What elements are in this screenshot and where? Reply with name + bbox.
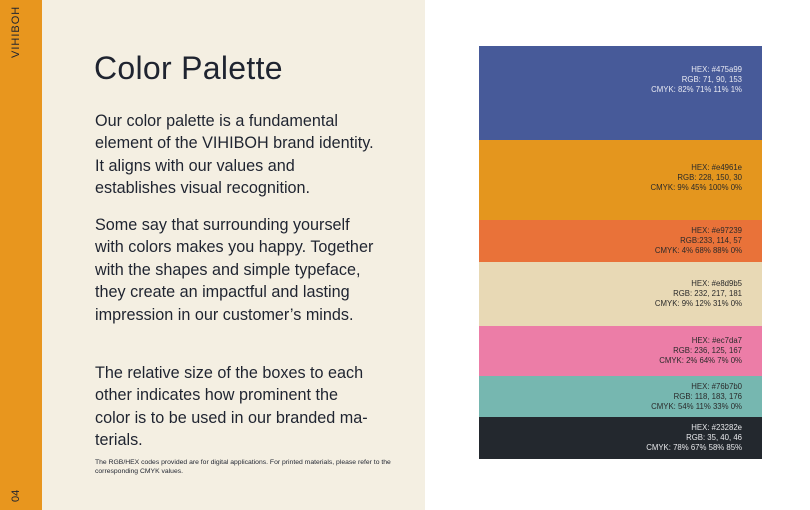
footnote: The RGB/HEX codes provided are for digital applications. For printed materials, please refer to the corresponding CMYK values. xyxy=(95,459,391,475)
hex-code: HEX: #e97239 xyxy=(691,226,742,235)
paragraph-intro: Our color palette is a fundamental element of the VIHIBOH brand identity. It aligns with our values and establishes visual recognition. xyxy=(95,112,374,198)
paragraph-box-sizes: The relative size of the boxes to each other indicates how prominent the color is to be used in our branded materials. xyxy=(95,364,368,450)
cmyk-code: CMYK: 82% 71% 11% 1% xyxy=(651,85,742,94)
cmyk-code: CMYK: 2% 64% 7% 0% xyxy=(659,356,742,365)
cmyk-code: CMYK: 9% 45% 100% 0% xyxy=(650,183,742,192)
rgb-code: RGB: 118, 183, 176 xyxy=(673,391,742,401)
rgb-code: RGB: 228, 150, 30 xyxy=(677,173,742,182)
hex-code: HEX: #e4961e xyxy=(691,163,742,172)
page-title: Color Palette xyxy=(94,50,283,86)
paragraph-colors: Some say that surrounding yourself with colors makes you happy. Together with the shapes and simple typeface, they create an impactful and lasting impression in our customer’s minds. xyxy=(95,216,374,324)
swatch-orange xyxy=(479,140,762,220)
cmyk-code: CMYK: 4% 68% 88% 0% xyxy=(654,246,742,255)
side-strip xyxy=(0,0,42,510)
color-palette xyxy=(479,46,762,459)
rgb-code: RGB: 232, 217, 181 xyxy=(673,289,742,298)
cmyk-code: CMYK: 54% 11% 33% 0% xyxy=(651,401,742,411)
page-number: 04 xyxy=(10,489,22,502)
swatch-blue xyxy=(479,46,762,140)
rgb-code: RGB: 236, 125, 167 xyxy=(673,346,742,355)
swatch-pink xyxy=(479,326,762,376)
cmyk-code: CMYK: 9% 12% 31% 0% xyxy=(654,299,742,308)
hex-code: HEX: #76b7b0 xyxy=(691,381,742,391)
brand-name: VIHIBOH xyxy=(10,6,22,59)
hex-code: HEX: #ec7da7 xyxy=(691,336,742,345)
rgb-code: RGB: 71, 90, 153 xyxy=(681,75,742,84)
cmyk-code: CMYK: 78% 67% 58% 85% xyxy=(646,443,742,452)
rgb-code: RGB:233, 114, 57 xyxy=(680,236,742,245)
swatch-teal xyxy=(479,376,762,417)
hex-code: HEX: #e8d9b5 xyxy=(691,279,742,288)
hex-code: HEX: #23282e xyxy=(691,423,742,432)
rgb-code: RGB: 35, 40, 46 xyxy=(686,433,742,442)
swatch-beige xyxy=(479,262,762,326)
swatch-charcoal xyxy=(479,417,762,459)
hex-code: HEX: #475a99 xyxy=(691,65,742,74)
swatch-coral xyxy=(479,220,762,262)
